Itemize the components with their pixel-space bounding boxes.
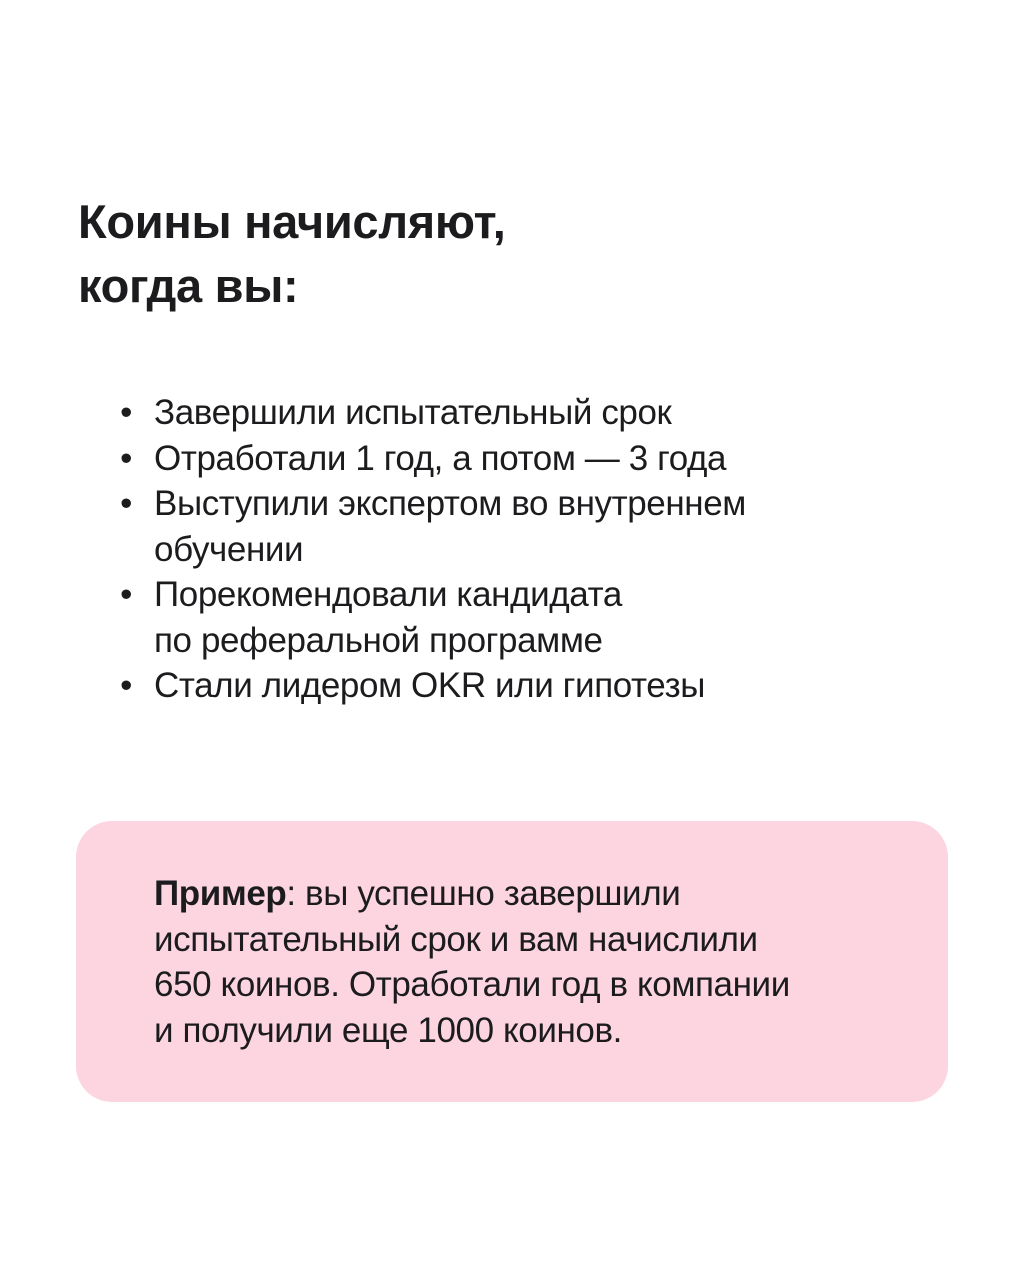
- list-item: [116, 663, 936, 709]
- list-item: [116, 436, 936, 482]
- example-label: Пример: [154, 874, 287, 913]
- page-title: [78, 190, 938, 318]
- title-line-2: когда вы:: [78, 259, 299, 312]
- list-item-text-continued: обучении: [154, 529, 304, 569]
- conditions-list: [116, 390, 936, 709]
- bullet-icon: •: [120, 666, 132, 705]
- bullet-icon: •: [120, 393, 132, 432]
- example-line-1-rest: : вы успешно завершили: [286, 874, 681, 913]
- bullet-icon: •: [120, 484, 132, 523]
- title-line-1: Коины начисляют,: [78, 195, 506, 248]
- example-text: [154, 871, 914, 1053]
- example-callout: [76, 821, 948, 1102]
- list-item-text: Выступили экспертом во внутреннем: [154, 484, 746, 523]
- example-line-1: [154, 871, 914, 917]
- list-item: [116, 390, 936, 436]
- list-item-text: Завершили испытательный срок: [154, 393, 672, 432]
- bullet-icon: •: [120, 575, 132, 614]
- list-item-text-continued: по реферальной программе: [154, 620, 603, 660]
- example-line-3: 650 коинов. Отработали год в компании: [154, 965, 790, 1004]
- bullet-icon: •: [120, 438, 132, 478]
- list-item-text: Порекомендовали кандидата: [154, 575, 622, 614]
- list-item-text: Стали лидером OKR или гипотезы: [154, 666, 705, 705]
- list-item: [116, 481, 936, 572]
- example-line-4: и получили еще 1000 коинов.: [154, 1010, 623, 1050]
- list-item: [116, 572, 936, 663]
- list-item-text: Отработали 1 год, а потом — 3 года: [154, 438, 727, 478]
- example-line-2: испытательный срок и вам начислили: [154, 919, 758, 959]
